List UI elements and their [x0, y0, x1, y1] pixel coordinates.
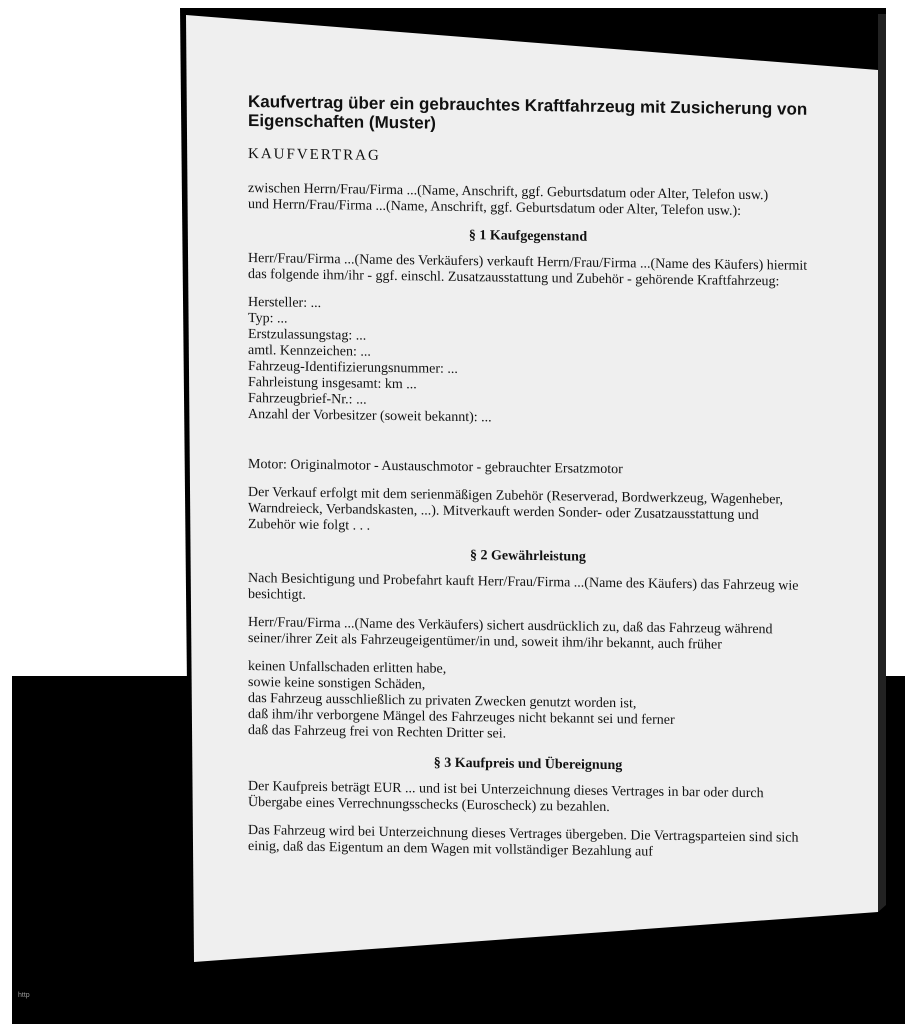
accessories-paragraph: Der Verkauf erfolgt mit dem serienmäßigen Zubehör (Reserverad, Bordwerkzeug, Wagenheber, Warndreieck, Verbandskasten, ...). Mitverkauft werden Sonder- oder Zusatzausstattung und Zubehör wie folgt . . .: [248, 485, 784, 534]
corner-mark: http: [18, 992, 30, 999]
warranty-item: das Fahrzeug ausschließlich zu privaten Zwecken genutzt worden ist,: [248, 691, 637, 712]
parties-line-1: zwischen Herrn/Frau/Firma ...(Name, Anschrift, ggf. Geburtsdatum oder Alter, Telefon usw.): [248, 181, 769, 204]
document-title: Kaufvertrag über ein gebrauchtes Kraftfahrzeug mit Zusicherung von Eigenschaften (Muster): [248, 92, 808, 133]
field-vorbesitzer: Anzahl der Vorbesitzer (soweit bekannt): ...: [248, 407, 492, 426]
motor-line: Motor: Originalmotor - Austauschmotor - gebrauchter Ersatzmotor: [248, 457, 623, 478]
document-heading: KAUFVERTRAG: [248, 146, 381, 164]
section-2-paragraph-2: Herr/Frau/Firma ...(Name des Verkäufers) sichert ausdrücklich zu, daß das Fahrzeug während seiner/ihrer Zeit als Fahrzeugeigentümer/in und, soweit ihm/ihr bekannt, auch früher: [248, 615, 773, 653]
warranty-item: daß das Fahrzeug frei von Rechten Dritter sei.: [248, 723, 507, 742]
warranty-item: sowie keine sonstigen Schäden,: [248, 675, 426, 693]
section-3-paragraph-1: Der Kaufpreis beträgt EUR ... und ist bei Unterzeichnung dieses Vertrages in bar oder durch Übergabe eines Verrechnungsschecks (Euroscheck) zu bezahlen.: [248, 779, 764, 816]
section-2-title: § 2 Gewährleistung: [470, 548, 586, 565]
field-fahrleistung: Fahrleistung insgesamt: km ...: [248, 375, 417, 393]
field-kennzeichen: amtl. Kennzeichen: ...: [248, 343, 371, 360]
section-3-paragraph-2: Das Fahrzeug wird bei Unterzeichnung dieses Vertrages übergeben. Die Vertragsparteien sind sich einig, daß das Eigentum an dem Wagen mit vollständiger Bezahlung auf: [248, 823, 799, 860]
field-erstzulassung: Erstzulassungstag: ...: [248, 327, 367, 344]
document-page: [248, 92, 808, 875]
section-1-title: § 1 Kaufgegenstand: [468, 228, 588, 245]
section-2-paragraph-1: Nach Besichtigung und Probefahrt kauft Herr/Frau/Firma ...(Name des Käufers) das Fahrzeug wie besichtigt.: [248, 571, 799, 603]
field-fahrzeugbrief: Fahrzeugbrief-Nr.: ...: [248, 391, 367, 408]
field-fin: Fahrzeug-Identifizierungsnummer: ...: [248, 359, 458, 377]
vehicle-fields: [248, 295, 808, 431]
warranty-item: keinen Unfallschaden erlitten habe,: [248, 659, 447, 677]
parties-line-2: und Herrn/Frau/Firma ...(Name, Anschrift, ggf. Geburtsdatum oder Alter, Telefon usw.):: [248, 197, 742, 219]
section-1-intro: Herr/Frau/Firma ...(Name des Verkäufers) verkauft Herrn/Frau/Firma ...(Name des Käufers) hiermit das folgende ihm/ihr - ggf. einschl. Zusatzausstattung und Zubehör - gehörende Kraftfahrzeug:: [248, 251, 808, 290]
warranty-list: [248, 659, 808, 747]
field-hersteller: Hersteller: ...: [248, 295, 322, 312]
section-3-title: § 3 Kaufpreis und Übereignung: [433, 755, 623, 774]
field-typ: Typ: ...: [248, 311, 288, 327]
warranty-item: daß ihm/ihr verborgene Mängel des Fahrzeuges nicht bekannt sei und ferner: [248, 707, 675, 728]
